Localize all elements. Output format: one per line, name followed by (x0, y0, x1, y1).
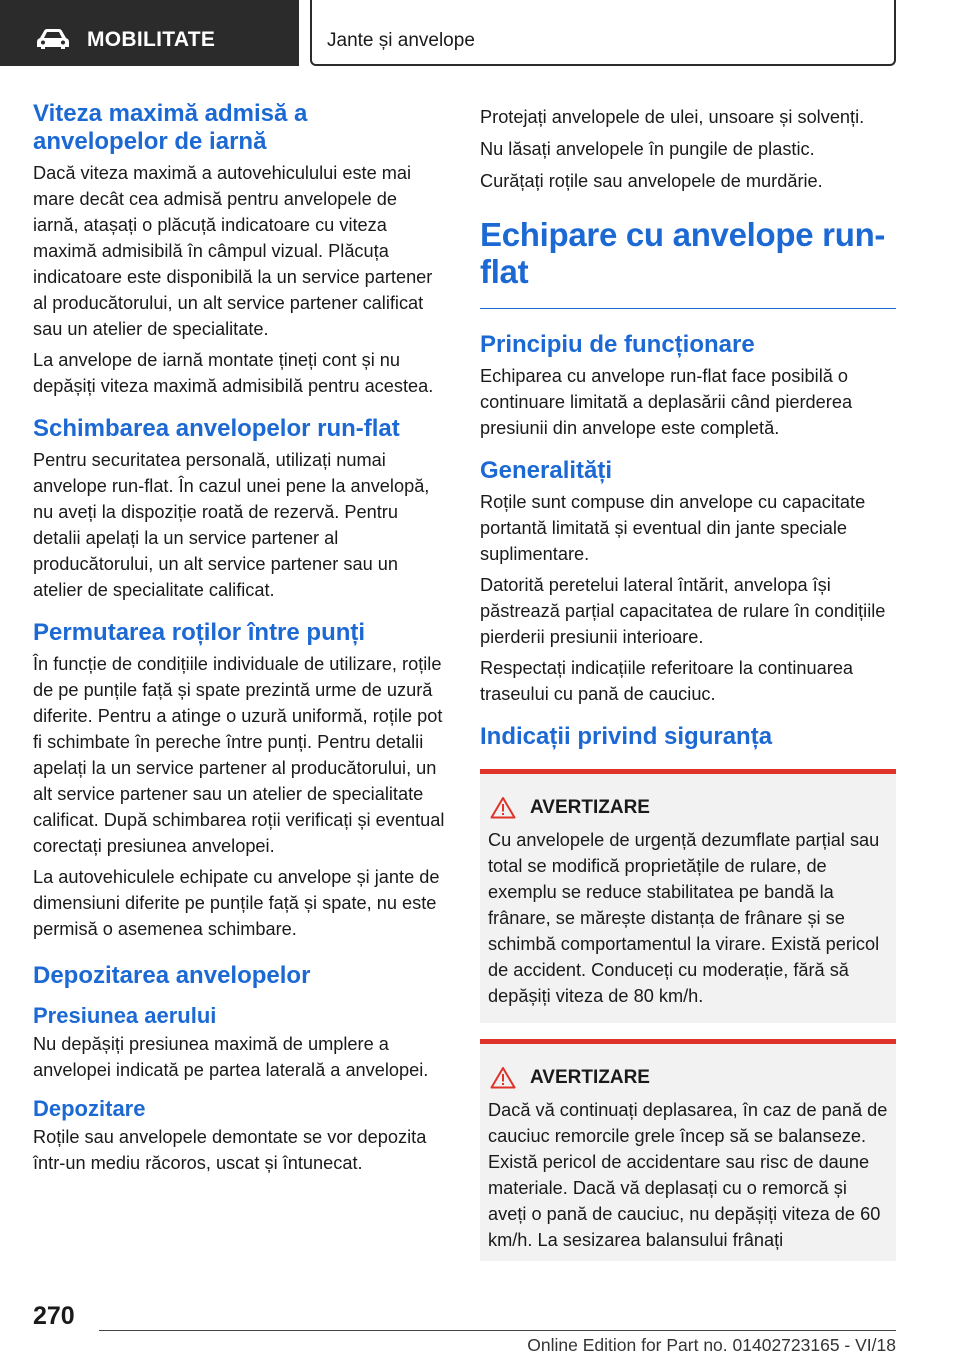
warning-box (480, 1039, 896, 1261)
footer-rule (99, 1330, 896, 1331)
paragraph: Nu depășiți presiunea maximă de umplere a anvelopei indicată pe partea laterală a anvelopei. (33, 1034, 429, 1080)
paragraph: La anvelope de iarnă montate țineți cont și nu depășiți viteza maximă admisibilă pentru acestea. (33, 350, 434, 396)
left-column (33, 100, 447, 1181)
paragraph: Pentru securitatea personală, utilizați numai anvelope run-flat. În cazul unei pene la anvelopă, nu aveți la dispoziție roată de rezervă. Pentru detalii apelați la un service partener al producătorului, un alt service partener sau un atelier de specialitate calificat. (33, 450, 430, 600)
paragraph: În funcție de condițiile individuale de utilizare, roțile de pe punțile față și spate prezintă urme de uzură diferite. Pentru a atinge o uzură uniformă, roțile pot fi schimbate în pereche între punți. Pentru detalii apelați la un service partener al producătorului, un alt service partener sau un atelier de specialitate calificat. După schimbarea roții verificați și eventual corectați presiunea anvelopei. (33, 654, 445, 856)
heading-tire-storage: Depozitarea anvelopelor (33, 962, 311, 989)
paragraph: Curățați roțile sau anvelopele de murdărie. (480, 171, 823, 191)
chapter-rule (480, 308, 896, 309)
warning-title (488, 796, 888, 819)
subheading-air-pressure: Presiunea aerului (33, 1003, 217, 1028)
paragraph: Nu lăsați anvelopele în pungile de plastic. (480, 139, 815, 159)
warning-title (488, 1066, 888, 1089)
right-column (480, 104, 896, 1261)
paragraph: Datorită peretelui lateral întărit, anvelopa își păstrează parțial capacitatea de rulare în condițiile pierderii presiunii interioare. (480, 575, 886, 647)
edition-note: Online Edition for Part no. 01402723165 - VI/18 (527, 1335, 896, 1355)
heading-general: Generalități (480, 457, 613, 484)
heading-runflat-change: Schimbarea anvelopelor run-flat (33, 415, 400, 442)
heading-operating-principle: Principiu de funcționare (480, 331, 755, 358)
paragraph: Dacă viteza maximă a autovehiculului este mai mare decât cea admisă pentru anvelopele de iarnă, atașați o plăcuță indicatoare cu viteza maximă admisibilă în câmpul vizual. Plăcuța indicatoare este disponibilă la un service partener al producătorului, un alt service partener calificat sau un atelier de specialitate. (33, 163, 433, 339)
chapter-title: Echipare cu anvelope run-flat (480, 216, 886, 290)
subheading-storage: Depozitare (33, 1096, 146, 1121)
warning-text: Dacă vă continuați deplasarea, în caz de pană de cauciuc remorcile grele încep să se balanseze. Există pericol de accidentare sau risc de daune materiale. Dacă vă deplasați cu o remorcă și aveți o pană de cauciuc, nu depășiți viteza de 60 km/h. La sesizarea balansului frânați (488, 1100, 888, 1250)
warning-triangle-icon (490, 796, 516, 819)
paragraph: Respectați indicațiile referitoare la continuarea traseului cu pană de cauciuc. (480, 658, 854, 704)
warning-box (480, 769, 896, 1023)
warning-text: Cu anvelopele de urgență dezumflate parțial sau total se modifică proprietățile de rulare, de exemplu se reduce stabilitatea pe bandă la frânare, se mărește distanța de frânare și se schimbă comportamentul la virare. Există pericol de accident. Conduceți cu moderație, fără să depășiți viteza de 80 km/h. (488, 830, 880, 1006)
paragraph: Roțile sau anvelopele demontate se vor depozita într-un mediu răcoros, uscat și întunecat. (33, 1127, 427, 1173)
car-icon (36, 28, 70, 50)
warning-title-text: AVERTIZARE (530, 796, 650, 818)
warning-triangle-icon (490, 1066, 516, 1089)
warning-title-text: AVERTIZARE (530, 1066, 650, 1088)
paragraph: Protejați anvelopele de ulei, unsoare și solvenți. (480, 107, 865, 127)
paragraph: Roțile sunt compuse din anvelope cu capacitate portantă limitată și eventual din jante speciale suplimentare. (480, 492, 866, 564)
section-title: MOBILITATE (87, 28, 216, 51)
heading-wheel-rotation: Permutarea roților între punți (33, 619, 366, 646)
section-tab (0, 0, 299, 66)
page-number: 270 (33, 1302, 75, 1330)
paragraph: La autovehiculele echipate cu anvelope și jante de dimensiuni diferite pe punțile față și spate, nu este permisă o asemenea schimbare. (33, 867, 440, 939)
paragraph: Echiparea cu anvelope run-flat face posibilă o continuare limitată a deplasării când pierderea presiunii din anvelope este completă. (480, 366, 853, 438)
heading-safety: Indicații privind siguranța (480, 723, 773, 750)
page-footer (0, 1290, 960, 1362)
subsection-tab (310, 0, 896, 66)
subsection-title: Jante și anvelope (327, 30, 475, 51)
page-header (0, 0, 960, 66)
heading-winter-speed: Viteza maximă admisă a anvelopelor de iarnă (33, 100, 308, 155)
